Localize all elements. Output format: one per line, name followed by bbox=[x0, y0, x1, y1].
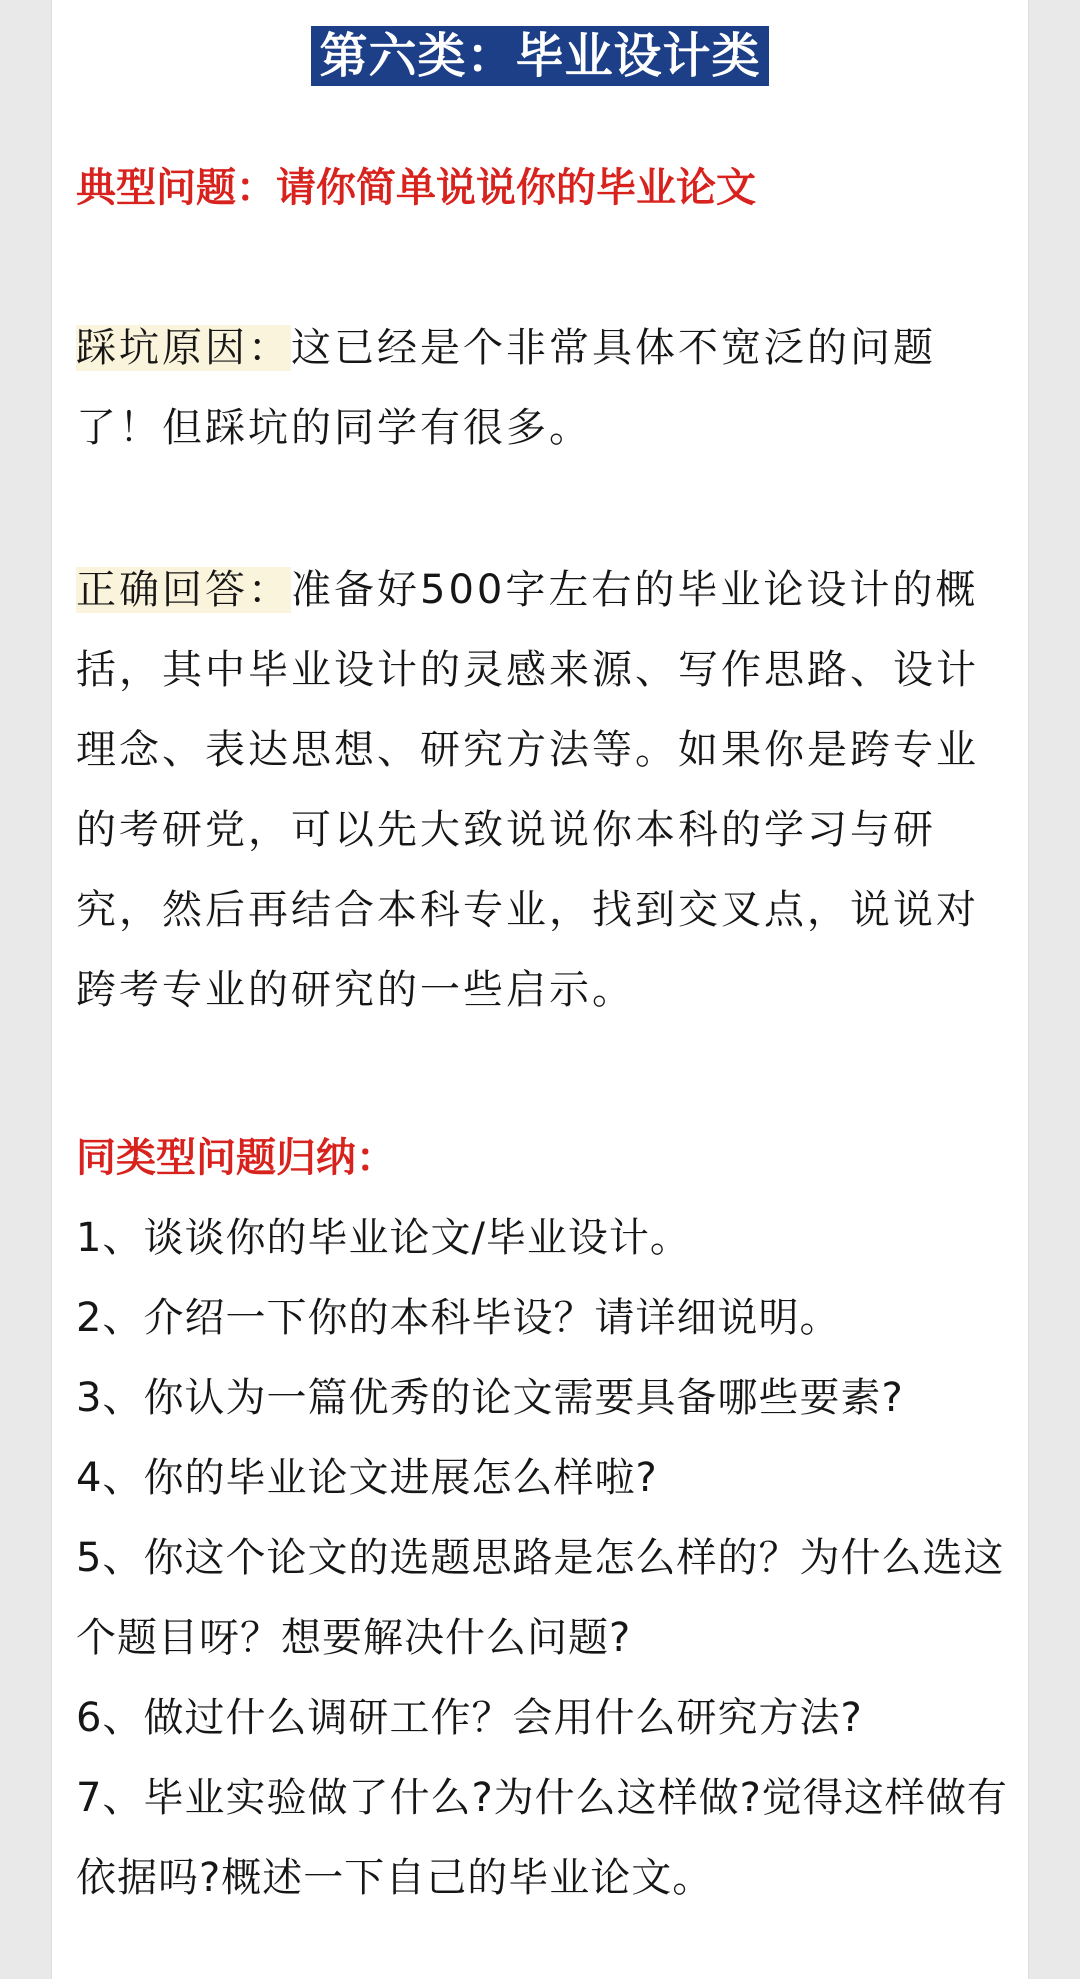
typical-question-text: 请你简单说说你的毕业论文 bbox=[276, 165, 756, 211]
similar-questions-list bbox=[76, 1198, 1016, 1918]
pitfall-label: 踩坑原因： bbox=[76, 325, 291, 371]
list-item: 3、你认为一篇优秀的论文需要具备哪些要素? bbox=[76, 1375, 904, 1421]
typical-question-label: 典型问题： bbox=[76, 165, 276, 211]
title-block bbox=[52, 26, 1028, 86]
document-page bbox=[52, 0, 1028, 1979]
pitfall-text: 这已经是个非常具体不宽泛的问题了！但踩坑的同学有很多。 bbox=[76, 325, 936, 451]
page-title: 第六类：毕业设计类 bbox=[311, 26, 768, 86]
list-item: 1、谈谈你的毕业论文/毕业设计。 bbox=[76, 1215, 691, 1261]
list-item: 4、你的毕业论文进展怎么样啦? bbox=[76, 1455, 658, 1501]
list-item: 6、做过什么调研工作？会用什么研究方法? bbox=[76, 1695, 863, 1741]
list-item: 2、介绍一下你的本科毕设？请详细说明。 bbox=[76, 1295, 841, 1341]
list-item: 5、你这个论文的选题思路是怎么样的？为什么选这个题目呀？想要解决什么问题? bbox=[76, 1535, 1005, 1661]
answer-label: 正确回答： bbox=[76, 567, 291, 613]
typical-question-heading bbox=[76, 163, 756, 213]
answer-paragraph bbox=[76, 550, 1016, 1030]
list-item: 7、毕业实验做了什么?为什么这样做?觉得这样做有依据吗?概述一下自己的毕业论文。 bbox=[76, 1775, 1008, 1901]
answer-text: 准备好500字左右的毕业论设计的概括，其中毕业设计的灵感来源、写作思路、设计理念、表达思想、研究方法等。如果你是跨专业的考研党，可以先大致说说你本科的学习与研究，然后再结合本科专业，找到交叉点，说说对跨考专业的研究的一些启示。 bbox=[76, 567, 979, 1013]
similar-questions-heading: 同类型问题归纳： bbox=[76, 1135, 396, 1181]
pitfall-paragraph bbox=[76, 308, 1016, 468]
